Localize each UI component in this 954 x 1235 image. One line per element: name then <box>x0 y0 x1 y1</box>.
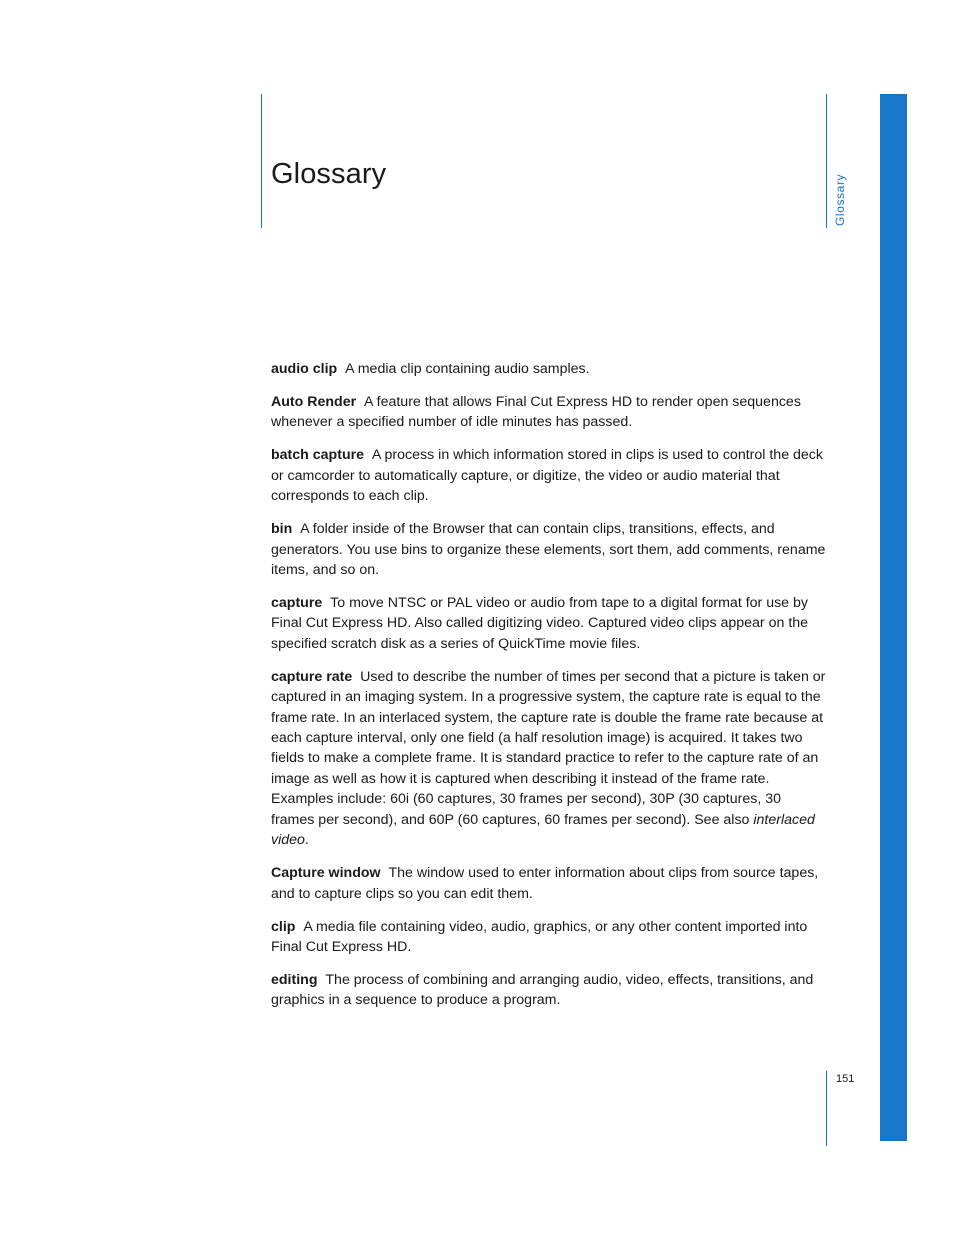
glossary-term: batch capture <box>271 447 365 464</box>
glossary-term: bin <box>271 521 293 538</box>
page-number-rule <box>826 1071 827 1146</box>
glossary-entry-audio-clip <box>271 359 827 379</box>
glossary-entry-bin <box>271 519 827 580</box>
glossary-entry-capture-rate <box>271 667 827 851</box>
side-chapter-label: Glossary <box>833 173 847 226</box>
glossary-entry-batch-capture <box>271 445 827 506</box>
page-number: 151 <box>836 1073 855 1085</box>
glossary-definition: Used to describe the number of times per second that a picture is taken or captured in an imaging system. In a progressive system, the capture rate is equal to the frame rate. In an interlaced system, the capture rate is double the frame rate because at each capture interval, only one field (a half resolution image) is acquired. It takes two fields to make a complete frame. It is standard practice to refer to the capture rate of an image as well as how it is captured when describing it instead of the frame rate. Examples include: 60i (60 captures, 30 frames per second), 30P (30 captures, 30 frames per second), and 60P (60 captures, 60 frames per second). See also <box>271 668 826 828</box>
glossary-term: editing <box>271 971 318 988</box>
glossary-definition: A media file containing video, audio, graphics, or any other content imported into Final Cut Express HD. <box>271 918 808 955</box>
glossary-term: capture <box>271 595 323 612</box>
glossary-term: audio clip <box>271 361 338 377</box>
glossary-term: Capture window <box>271 865 381 882</box>
glossary-entry-editing <box>271 970 827 1011</box>
glossary-definition: A folder inside of the Browser that can contain clips, transitions, effects, and generators. You use bins to organize these elements, sort them, add comments, rename items, and so on. <box>271 521 826 579</box>
glossary-entry-capture-window <box>271 863 827 904</box>
glossary-definition: A feature that allows Final Cut Express HD to render open sequences whenever a specified number of idle minutes has passed. <box>271 394 801 431</box>
glossary-entry-capture <box>271 593 827 654</box>
chapter-rule-right <box>826 94 827 228</box>
glossary-definition: To move NTSC or PAL video or audio from tape to a digital format for use by Final Cut Express HD. Also called digitizing video. Captured video clips appear on the specified scratch disk as a series of QuickTime movie files. <box>271 595 809 652</box>
definition-end: . <box>304 832 309 849</box>
chapter-rule-left <box>261 94 262 228</box>
glossary-definition: A media clip containing audio samples. <box>345 361 590 377</box>
glossary-entry-clip <box>271 917 827 958</box>
glossary-entries <box>271 359 827 1023</box>
page-title: Glossary <box>271 158 387 190</box>
chapter-tab <box>880 94 907 1141</box>
glossary-definition: The process of combining and arranging audio, video, effects, transitions, and graphics in a sequence to produce a program. <box>271 971 814 1009</box>
glossary-entry-auto-render <box>271 392 827 433</box>
glossary-term: Auto Render <box>271 394 357 410</box>
glossary-term: capture rate <box>271 668 353 685</box>
glossary-term: clip <box>271 918 296 935</box>
see-also-link: interlaced video <box>271 811 815 849</box>
glossary-definition: A process in which information stored in clips is used to control the deck or camcorder to automatically capture, or digitize, the video or audio material that corresponds to each clip. <box>271 447 823 505</box>
glossary-definition: The window used to enter information about clips from source tapes, and to capture clips so you can edit them. <box>271 865 819 902</box>
